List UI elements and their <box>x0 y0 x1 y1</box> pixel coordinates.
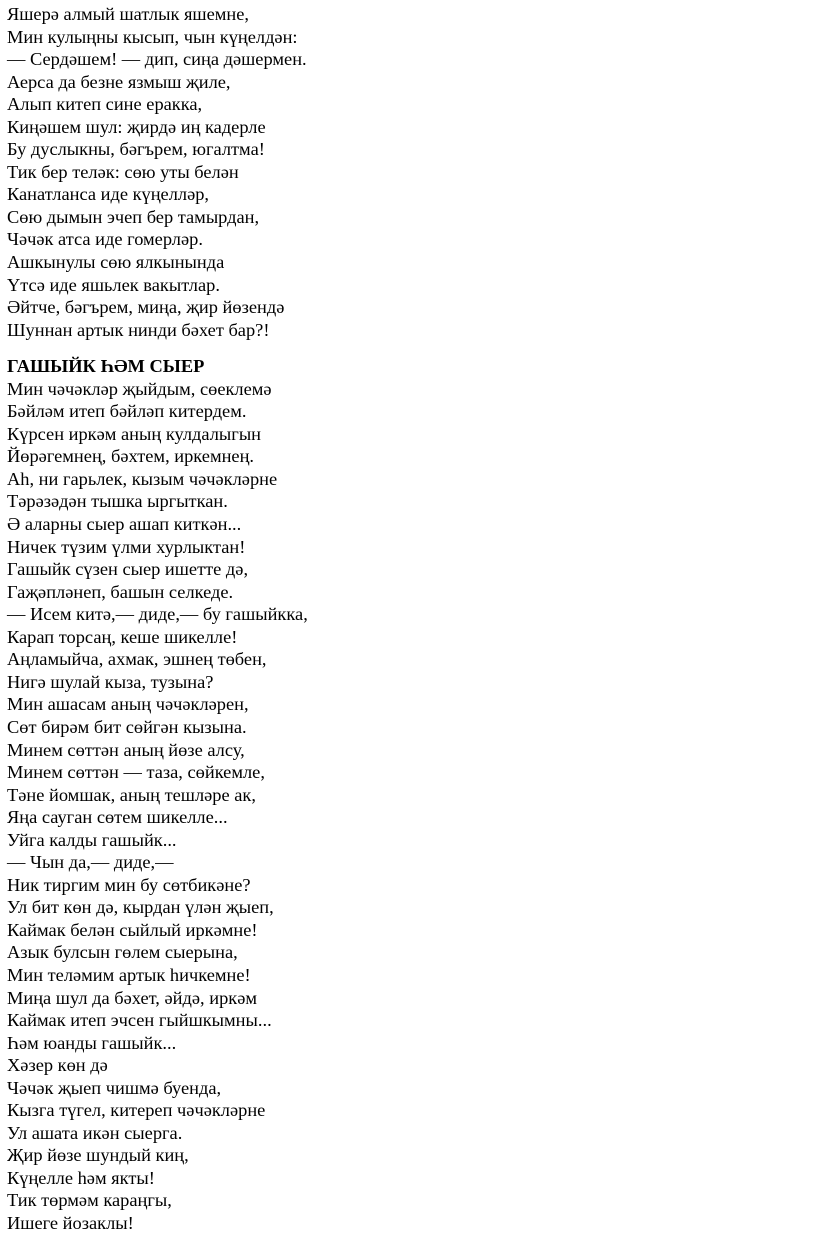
poem-line: Мин кулыңны кысып, чын күңелдән: <box>7 26 298 47</box>
poem-line: Сөю дымын эчеп бер тамырдан, <box>7 206 260 227</box>
poem-line: Аңламыйча, ахмак, эшнең төбен, <box>7 649 267 670</box>
poem-line: Аерса да безне язмыш җиле, <box>7 71 231 92</box>
poem-line: Яңа сауган сөтем шикелле... <box>7 807 228 828</box>
poem-line: Минем сөттән — таза, сөйкемле, <box>7 762 265 783</box>
poem-line: — Исем китә,— диде,— бу гашыйкка, <box>7 604 308 625</box>
poem-line: Аһ, ни гарьлек, кызым чәчәкләрне <box>7 468 278 489</box>
poem-line: Күрсен иркәм аның кулдалыгын <box>7 423 262 444</box>
poem-line: Мин теләмим артык һичкемне! <box>7 964 251 985</box>
poem-line: Каймак итеп эчсен гыйшкымны... <box>7 1010 272 1031</box>
poem-line: Мин чәчәкләр җыйдым, сөеклемә <box>7 378 272 399</box>
poem-line: Чәчәк атса иде гомерләр. <box>7 229 203 250</box>
poem-line: Сөт бирәм бит сөйгән кызына. <box>7 716 247 737</box>
poem-line: Җир йөзе шундый киң, <box>7 1145 189 1166</box>
poem-title: ГАШЫЙК ҺӘМ СЫЕР <box>7 356 205 377</box>
poem-line: Бу дуслыкны, бәгърем, югалтма! <box>7 139 265 160</box>
poem-line: — Сердәшем! — дип, сиңа дәшермен. <box>7 49 307 70</box>
poem-line: Нигә шулай кыза, тузына? <box>7 671 214 692</box>
poem-line: Тик төрмәм караңгы, <box>7 1190 172 1211</box>
poem-line: Шуннан артык нинди бәхет бар?! <box>7 319 270 340</box>
poem-line: Азык булсын гөлем сыерына, <box>7 942 238 963</box>
poem-line: Ул бит көн дә, кырдан үлән җыеп, <box>7 897 274 918</box>
poem-line: — Чын да,— диде,— <box>7 852 174 873</box>
poem-line: Карап торсаң, кеше шикелле! <box>7 626 238 647</box>
poem-line: Ник тиргим мин бу сөтбикәне? <box>7 874 251 895</box>
stanza-gap <box>7 341 816 355</box>
poem-line: Һәм юанды гашыйк... <box>7 1032 177 1053</box>
poem-line: Гаҗәпләнеп, башын селкеде. <box>7 581 234 602</box>
poem-line: Ничек түзим үлми хурлыктан! <box>7 536 246 557</box>
poem-line: Ашкынулы сөю ялкынында <box>7 252 225 273</box>
poem-line: Тик бер теләк: сөю уты белән <box>7 161 239 182</box>
poem-line: Мин ашасам аның чәчәкләрен, <box>7 694 249 715</box>
poem-line: Үтсә иде яшьлек вакытлар. <box>7 274 220 295</box>
poem-line: Минем сөттән аның йөзе алсу, <box>7 739 245 760</box>
poem-line: Чәчәк җыеп чишмә буенда, <box>7 1077 222 1098</box>
poem-stanza-2 <box>7 378 816 1235</box>
poem-line: Киңәшем шул: җирдә иң кадерле <box>7 116 266 137</box>
poem-line: Миңа шул да бәхет, әйдә, иркәм <box>7 987 257 1008</box>
poem-line: Канатланса иде күңелләр, <box>7 184 210 205</box>
poem-line: Яшерә алмый шатлык яшемне, <box>7 4 249 24</box>
poem-line: Каймак белән сыйлый иркәмне! <box>7 919 258 940</box>
poem-line: Гашыйк сүзен сыер ишетте дә, <box>7 559 249 580</box>
poem-line: Тәне йомшак, аның тешләре ак, <box>7 784 256 805</box>
poem-line: Ул ашата икән сыерга. <box>7 1122 183 1143</box>
poem-line: Бәйләм итеп бәйләп китердем. <box>7 401 247 422</box>
poem-line: Күңелле һәм якты! <box>7 1167 155 1188</box>
poem-line: Кызга түгел, китереп чәчәкләрне <box>7 1100 266 1121</box>
poem-line: Ә аларны сыер ашап киткән... <box>7 514 242 535</box>
poem-line: Тәрәзәдән тышка ыргыткан. <box>7 491 228 512</box>
poem-line: Әйтче, бәгърем, миңа, җир йөзендә <box>7 297 285 318</box>
poem-line: Уйга калды гашыйк... <box>7 829 177 850</box>
poem-stanza-1 <box>7 3 816 341</box>
poem-line: Йөрәгемнең, бәхтем, иркемнең. <box>7 446 255 467</box>
poem-line: Алып китеп сине еракка, <box>7 94 203 115</box>
poem-line: Ишеге йозаклы! <box>7 1212 134 1233</box>
poem-line: Хәзер көн дә <box>7 1055 108 1076</box>
